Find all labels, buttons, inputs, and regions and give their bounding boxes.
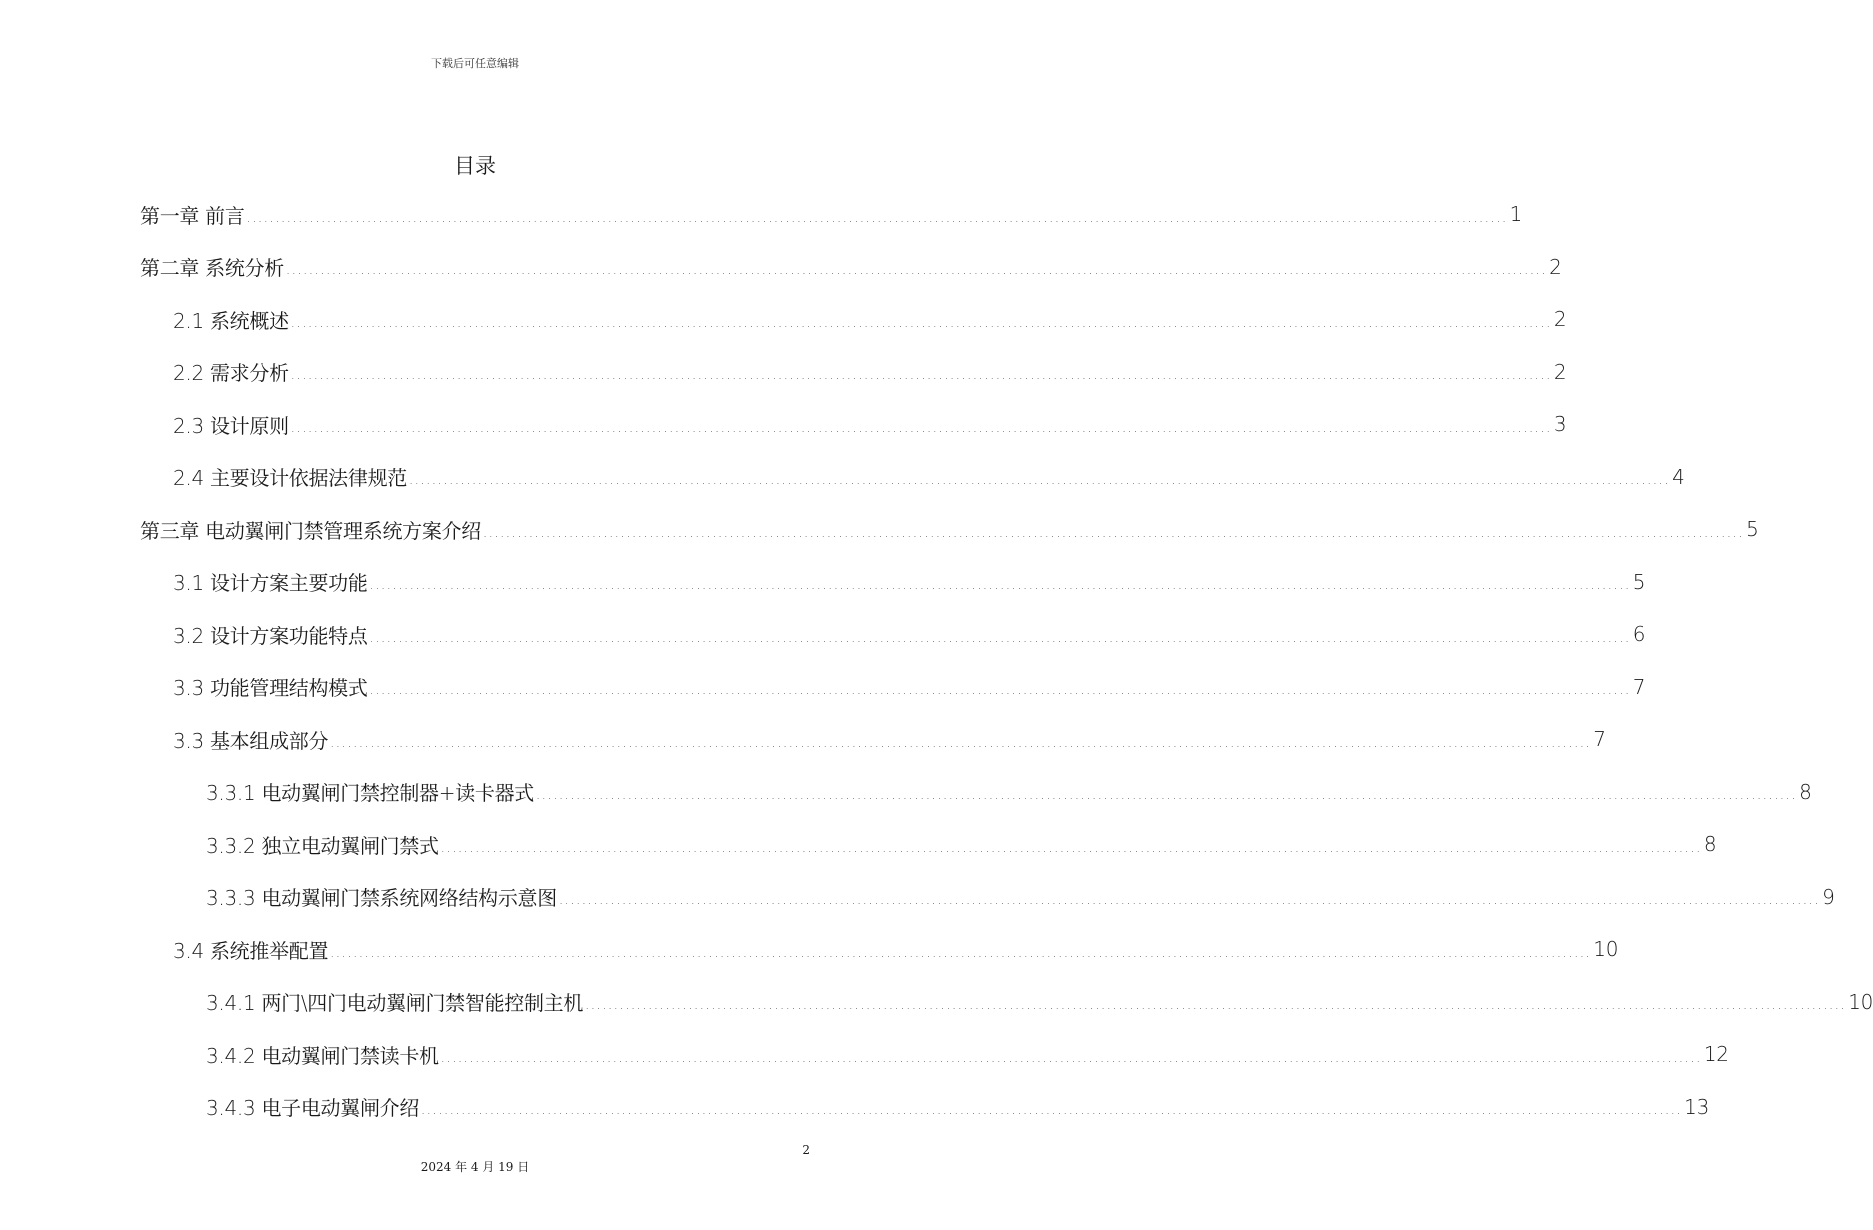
page-footer-date: 2024 年 4 月 19 日: [420, 1160, 530, 1174]
toc-dot-leader: ............................................................................................................................................................................................................................: [482, 525, 1745, 541]
toc-dot-leader: ............................................................................................................................................................................................................................: [330, 945, 1592, 961]
toc-entry[interactable]: [0, 766, 1812, 819]
toc-title: 目录: [454, 154, 496, 178]
toc-entry[interactable]: [0, 346, 1567, 399]
toc-entry-page: 5: [1632, 569, 1646, 594]
toc-entry-label: 3.3 基本组成部分: [173, 728, 329, 753]
toc-dot-leader: ............................................................................................................................................................................................................................: [290, 368, 1552, 383]
toc-entry[interactable]: [0, 293, 1567, 346]
toc-entry-label: 3.2 设计方案功能特点: [173, 623, 368, 648]
toc-entry-page: 2: [1553, 307, 1567, 332]
toc-entry-page: 7: [1632, 674, 1646, 699]
toc-entry-label: 2.1 系统概述: [173, 308, 289, 333]
toc-entry[interactable]: [0, 1081, 1710, 1134]
toc-entry-label: 3.1 设计方案主要功能: [173, 571, 368, 596]
toc-entry-label: 2.3 设计原则: [173, 413, 289, 438]
toc-entry-page: 7: [1593, 727, 1606, 752]
toc-dot-leader: ............................................................................................................................................................................................................................: [290, 420, 1552, 436]
toc-entry[interactable]: [0, 503, 1759, 556]
toc-dot-leader: ............................................................................................................................................................................................................................: [440, 840, 1702, 856]
toc-entry-page: 12: [1703, 1042, 1729, 1067]
toc-dot-leader: ............................................................................................................................................................................................................................: [421, 1103, 1683, 1118]
toc-entry-label: 2.2 需求分析: [173, 361, 289, 386]
toc-entry[interactable]: [0, 661, 1646, 714]
toc-entry[interactable]: [0, 188, 1523, 241]
table-of-contents: [0, 188, 1873, 1133]
toc-entry-label: 3.3.3 电动翼闸门禁系统网络结构示意图: [206, 886, 557, 911]
toc-entry-page: 2: [1549, 254, 1562, 279]
toc-entry-label: 第三章 电动翼闸门禁管理系统方案介绍: [140, 518, 481, 543]
toc-entry-label: 3.4 系统推举配置: [173, 938, 329, 963]
toc-entry-page: 10: [1848, 989, 1873, 1014]
toc-entry-page: 9: [1822, 884, 1835, 909]
toc-entry[interactable]: [0, 923, 1619, 976]
toc-dot-leader: ............................................................................................................................................................................................................................: [536, 788, 1798, 803]
toc-dot-leader: ............................................................................................................................................................................................................................: [290, 315, 1552, 331]
toc-dot-leader: ............................................................................................................................................................................................................................: [246, 210, 1508, 226]
toc-entry[interactable]: [0, 1028, 1729, 1081]
toc-dot-leader: ............................................................................................................................................................................................................................: [408, 473, 1671, 488]
toc-entry-label: 3.4.3 电子电动翼闸介绍: [206, 1096, 420, 1121]
toc-entry[interactable]: [0, 976, 1873, 1029]
toc-entry[interactable]: [0, 398, 1567, 451]
toc-entry-page: 10: [1593, 937, 1619, 962]
toc-entry-label: 第二章 系统分析: [140, 256, 284, 281]
toc-entry-page: 2: [1553, 359, 1567, 384]
toc-entry-label: 2.4 主要设计依据法律规范: [173, 466, 407, 491]
toc-entry[interactable]: [0, 871, 1835, 924]
toc-entry[interactable]: [0, 241, 1562, 294]
page-header: 下载后可任意编辑: [431, 57, 519, 70]
toc-entry-page: 3: [1553, 412, 1567, 437]
toc-entry-label: 3.4.1 两门\四门电动翼闸门禁智能控制主机: [206, 991, 584, 1016]
toc-dot-leader: ............................................................................................................................................................................................................................: [369, 578, 1631, 593]
toc-entry-page: 6: [1632, 622, 1646, 647]
toc-entry-label: 3.3 功能管理结构模式: [173, 676, 368, 701]
toc-entry[interactable]: [0, 818, 1717, 871]
toc-dot-leader: ............................................................................................................................................................................................................................: [440, 1050, 1702, 1066]
toc-dot-leader: ............................................................................................................................................................................................................................: [285, 263, 1548, 278]
toc-entry-page: 13: [1684, 1094, 1710, 1119]
toc-entry-page: 8: [1799, 779, 1812, 804]
page-number: 2: [802, 1143, 810, 1157]
toc-entry-label: 3.3.2 独立电动翼闸门禁式: [206, 833, 439, 858]
toc-entry[interactable]: [0, 451, 1685, 504]
toc-entry-label: 3.4.2 电动翼闸门禁读卡机: [206, 1043, 439, 1068]
toc-dot-leader: ............................................................................................................................................................................................................................: [330, 735, 1592, 751]
toc-entry[interactable]: [0, 713, 1606, 766]
toc-entry-label: 3.3.1 电动翼闸门禁控制器+读卡器式: [206, 781, 535, 806]
toc-dot-leader: ............................................................................................................................................................................................................................: [585, 998, 1847, 1013]
toc-entry[interactable]: [0, 556, 1646, 609]
toc-entry-page: 8: [1703, 832, 1717, 857]
toc-dot-leader: ............................................................................................................................................................................................................................: [369, 683, 1631, 698]
toc-entry-page: 5: [1746, 517, 1759, 542]
toc-entry-page: 4: [1672, 464, 1685, 489]
toc-dot-leader: ............................................................................................................................................................................................................................: [369, 630, 1631, 646]
toc-entry[interactable]: [0, 608, 1646, 661]
toc-entry-page: 1: [1509, 202, 1523, 227]
toc-entry-label: 第一章 前言: [140, 203, 245, 228]
toc-dot-leader: ............................................................................................................................................................................................................................: [558, 893, 1821, 908]
